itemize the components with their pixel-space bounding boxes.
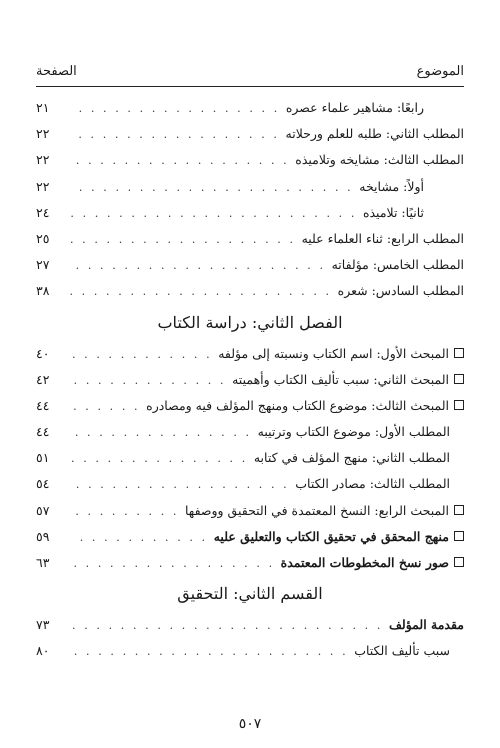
- toc-entry-page: ٧٣: [36, 617, 50, 633]
- toc-entry-title: المطلب الخامس: مؤلفاته: [331, 257, 464, 273]
- toc-entry-title: سبب تأليف الكتاب: [354, 643, 450, 659]
- dot-leader: [70, 613, 383, 639]
- toc-entry-title-wrap: [218, 341, 464, 367]
- toc-entry: [36, 147, 464, 173]
- toc-entry-page: ٣٨: [36, 283, 50, 299]
- toc-entry-page: ٢٢: [36, 178, 50, 194]
- toc-entry-title: المبحث الثالث: موضوع الكتاب ومنهج المؤلف فيه ومصادره: [146, 397, 449, 413]
- toc-entry-page: ٢٥: [36, 230, 50, 246]
- dot-leader: [70, 420, 252, 446]
- toc-entry-title: ثانيًا: تلاميذه: [362, 204, 424, 220]
- section-heading: الفصل الثاني: دراسة الكتاب: [157, 312, 343, 332]
- dot-leader: [70, 122, 280, 148]
- toc-entry-title: رابعًا: مشاهير علماء عصره: [285, 100, 424, 115]
- section-heading: القسم الثاني: التحقيق: [177, 584, 323, 604]
- toc-entry-page: ٢١: [36, 100, 50, 115]
- toc-entry-page: ٤٠: [36, 345, 50, 361]
- page-number: ٥٠٧: [238, 716, 262, 732]
- toc-entry-title: المطلب الأول: موضوع الكتاب وترتيبه: [257, 424, 450, 440]
- toc-entry-page: ٥٧: [36, 502, 50, 518]
- toc-entry-title-wrap: [281, 550, 464, 576]
- toc-entry-title-wrap: [254, 445, 464, 471]
- topic-column-label: الموضوع: [416, 63, 464, 79]
- toc-entry-page: ٤٤: [36, 424, 50, 440]
- toc-entry: [36, 638, 464, 664]
- dot-leader: [70, 525, 208, 551]
- dot-leader: [70, 227, 296, 253]
- toc-entry-title: المبحث الثاني: سبب تأليف الكتاب وأهميته: [232, 371, 449, 387]
- dot-leader: [70, 148, 289, 174]
- toc-entry-title-wrap: [363, 200, 464, 226]
- header-divider: [36, 86, 464, 87]
- toc-entry-title: المبحث الأول: اسم الكتاب ونسبته إلى مؤلفه: [218, 345, 449, 361]
- toc-entry-page: ٢٢: [36, 152, 50, 168]
- dot-leader: [70, 368, 226, 394]
- toc-entry-title: مقدمة المؤلف: [388, 617, 464, 633]
- toc-entry-title-wrap: [389, 612, 464, 638]
- dot-leader: [70, 551, 275, 577]
- toc-entry-title-wrap: [258, 419, 464, 445]
- table-of-contents: [36, 95, 464, 665]
- toc-entry: [36, 174, 464, 200]
- dot-leader: [70, 394, 140, 420]
- toc-entry: [36, 367, 464, 393]
- toc-entry: [36, 341, 464, 367]
- toc-entry: [36, 121, 464, 147]
- toc-entry: [36, 471, 464, 497]
- toc-entry-page: ٨٠: [36, 643, 50, 659]
- dot-leader: [70, 279, 332, 305]
- dot-leader: [70, 342, 212, 368]
- dot-leader: [70, 446, 248, 472]
- toc-entry: [36, 445, 464, 471]
- toc-entry: [36, 612, 464, 638]
- dot-leader: [70, 175, 353, 201]
- toc-entry: [36, 419, 464, 445]
- toc-entry-title: المطلب الثالث: مشايخه وتلاميذه: [295, 152, 464, 168]
- toc-entry-title: المطلب الثاني: منهج المؤلف في كتابه: [253, 450, 450, 466]
- toc-entry-page: ٦٣: [36, 555, 50, 570]
- checkbox-icon: [454, 374, 464, 384]
- checkbox-icon: [454, 505, 464, 515]
- toc-entry-title-wrap: [214, 524, 464, 550]
- toc-entry-page: ٥٩: [36, 528, 50, 544]
- toc-entry-title: المطلب السادس: شعره: [337, 283, 464, 299]
- toc-entry: [36, 393, 464, 419]
- toc-entry: [36, 498, 464, 524]
- toc-entry-page: ٤٢: [36, 371, 50, 387]
- checkbox-icon: [454, 400, 464, 410]
- toc-entry: [36, 524, 464, 550]
- dot-leader: [70, 201, 357, 227]
- dot-leader: [70, 96, 280, 122]
- dot-leader: [70, 253, 326, 279]
- toc-entry: [36, 252, 464, 278]
- checkbox-icon: [454, 531, 464, 541]
- toc-entry-page: ٥٤: [36, 476, 50, 492]
- checkbox-icon: [454, 557, 464, 567]
- page-column-label: الصفحة: [36, 63, 77, 79]
- toc-entry-title-wrap: [232, 367, 464, 393]
- toc-entry-title: المطلب الثالث: مصادر الكتاب: [295, 476, 450, 492]
- toc-entry-title-wrap: [332, 252, 464, 278]
- dot-leader: [70, 472, 289, 498]
- dot-leader: [70, 639, 348, 665]
- toc-entry-title-wrap: [338, 278, 464, 304]
- toc-entry: [36, 95, 464, 121]
- toc-entry-title: المطلب الرابع: ثناء العلماء عليه: [301, 230, 464, 246]
- toc-entry-title-wrap: [295, 147, 464, 173]
- toc-entry-title-wrap: [354, 638, 464, 664]
- toc-entry: [36, 226, 464, 252]
- toc-header: [36, 60, 464, 82]
- toc-entry-title: منهج المحقق في تحقيق الكتاب والتعليق عليه: [213, 528, 449, 544]
- toc-entry-title: المبحث الرابع: النسخ المعتمدة في التحقيق ووصفها: [185, 502, 449, 518]
- toc-entry: [36, 550, 464, 576]
- toc-entry-title-wrap: [146, 393, 464, 419]
- toc-entry-page: ٢٤: [36, 204, 50, 220]
- toc-entry-page: ٢٧: [36, 257, 50, 273]
- toc-entry-title-wrap: [286, 95, 464, 121]
- toc-entry: [36, 278, 464, 304]
- toc-entry-title: المطلب الثاني: طلبه للعلم ورحلاته: [285, 126, 464, 142]
- toc-entry-page: ٤٤: [36, 397, 50, 413]
- toc-entry-page: ٢٢: [36, 126, 50, 142]
- toc-entry: [36, 200, 464, 226]
- dot-leader: [70, 499, 179, 525]
- toc-entry-title-wrap: [359, 174, 464, 200]
- checkbox-icon: [454, 348, 464, 358]
- toc-entry-title-wrap: [286, 121, 464, 147]
- toc-entry-title-wrap: [185, 498, 464, 524]
- toc-entry-title-wrap: [302, 226, 464, 252]
- toc-entry-page: ٥١: [36, 450, 50, 466]
- toc-entry-title-wrap: [295, 471, 464, 497]
- toc-entry-title: صور نسخ المخطوطات المعتمدة: [280, 555, 449, 570]
- toc-entry-title: أولاً: مشايخه: [359, 178, 424, 194]
